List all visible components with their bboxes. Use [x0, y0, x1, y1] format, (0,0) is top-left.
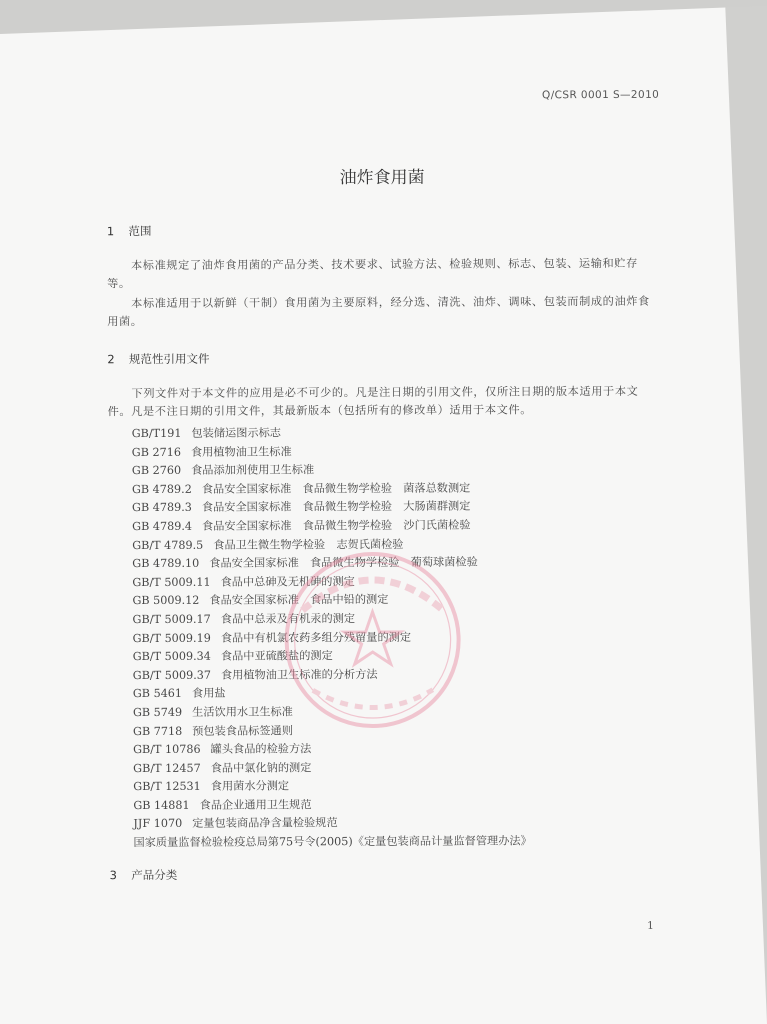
reference-code: GB 2716 — [131, 445, 182, 459]
standard-code: Q/CSR 0001 S—2010 — [542, 88, 660, 102]
reference-item — [132, 461, 530, 481]
section-number: 2 — [107, 352, 115, 367]
reference-item — [132, 442, 530, 462]
scope-paragraph-2: 本标准适用于以新鲜（干制）食用菌为主要原料，经分选、清洗、油炸、调味、包装而制成的油炸食用菌。 — [107, 294, 650, 329]
reference-name: 食品添加剂使用卫生标准 — [191, 463, 315, 478]
reference-code: GB/T 4789.5 — [132, 538, 204, 552]
reference-name: 定量包装商品净含量检验规范 — [192, 816, 338, 831]
page-number: 1 — [647, 919, 654, 932]
reference-item — [133, 758, 531, 778]
reference-item — [132, 479, 530, 499]
reference-name: 食品中有机氯农药多组分残留量的测定 — [220, 630, 412, 645]
reference-code: GB 4789.10 — [132, 556, 200, 571]
reference-name: 食品安全国家标准 食品微生物学检验 大肠菌群测定 — [201, 499, 471, 515]
section-title: 产品分类 — [131, 867, 178, 883]
reference-code: JJF 1070 — [133, 817, 183, 831]
section-title: 范围 — [128, 223, 152, 239]
reference-code: GB/T191 — [131, 426, 182, 441]
reference-name: 生活饮用水卫生标准 — [192, 705, 293, 719]
reference-name: 食品安全国家标准 食品中铅的测定 — [209, 593, 389, 608]
reference-name: 食用盐 — [192, 686, 226, 701]
section-number: 3 — [109, 868, 117, 883]
reference-item — [133, 832, 531, 852]
reference-name: 食用植物油卫生标准 — [190, 444, 292, 459]
reference-name: 罐头食品的检验方法 — [210, 742, 312, 756]
section-1-heading — [107, 223, 152, 239]
reference-code: GB 4789.2 — [131, 482, 192, 496]
reference-name: 食品卫生微生物学检验 志贺氏菌检验 — [213, 537, 404, 552]
reference-code: GB/T 10786 — [133, 742, 201, 757]
scope-paragraph-1: 本标准规定了油炸食用菌的产品分类、技术要求、试验方法、检验规则、标志、包装、运输和贮存等。 — [107, 256, 638, 291]
reference-name: 食品中总砷及无机砷的测定 — [220, 574, 355, 589]
reference-item — [133, 795, 531, 815]
reference-code: GB/T 12531 — [133, 780, 201, 794]
reference-name: 食品企业通用卫生规范 — [199, 798, 312, 812]
reference-code: GB/T 5009.11 — [132, 575, 211, 589]
section-3-heading — [110, 867, 178, 883]
reference-name: 食品安全国家标准 食品微生物学检验 葡萄球菌检验 — [209, 555, 478, 570]
reference-code: GB 7718 — [132, 724, 183, 738]
reference-item — [132, 516, 530, 536]
reference-code: GB/T 12457 — [133, 761, 201, 775]
reference-code: GB/T 5009.19 — [132, 631, 211, 645]
reference-code: GB 14881 — [133, 798, 190, 812]
reference-item — [133, 777, 531, 797]
reference-name: 食品安全国家标准 食品微生物学检验 菌落总数测定 — [201, 481, 471, 496]
reference-code: GB 4789.3 — [132, 501, 192, 515]
section-title: 规范性引用文件 — [129, 351, 210, 367]
reference-item — [133, 814, 531, 834]
reference-name: 食品中总汞及有机汞的测定 — [220, 612, 356, 626]
reference-item — [133, 739, 531, 759]
red-seal-stamp — [272, 540, 473, 741]
reference-item — [132, 498, 530, 518]
reference-code: GB 5461 — [132, 687, 183, 701]
normative-intro: 下列文件对于本文件的应用是必不可少的。凡是注日期的引用文件，仅所注日期的版本适用于本文件。凡是不注日期的引用文件，其最新版本（包括所有的修改单）适用于本文件。 — [107, 384, 639, 419]
section-2-heading — [107, 351, 209, 367]
reference-name: 国家质量监督检验检疫总局第75号令(2005)《定量包装商品计量监督管理办法》 — [133, 834, 532, 850]
reference-code: GB 4789.4 — [132, 519, 193, 534]
reference-code: GB/T 5009.34 — [132, 649, 211, 664]
reference-code: GB/T 5009.17 — [132, 612, 211, 627]
reference-name: 预包装食品标签通则 — [192, 723, 293, 738]
document-title: 油炸食用菌 — [339, 167, 425, 189]
reference-name: 食用菌水分测定 — [210, 779, 290, 794]
reference-code: GB 5009.12 — [132, 594, 200, 608]
reference-code: GB 5749 — [132, 705, 183, 719]
reference-item — [132, 423, 530, 443]
reference-name: 食用植物油卫生标准的分析方法 — [220, 667, 378, 682]
section-number: 1 — [106, 224, 115, 239]
reference-name: 食品中氯化钠的测定 — [210, 760, 312, 775]
reference-name: 包装储运图示标志 — [191, 426, 282, 440]
reference-code: GB 2760 — [131, 464, 182, 478]
reference-name: 食品安全国家标准 食品微生物学检验 沙门氏菌检验 — [201, 518, 471, 533]
reference-code: GB/T 5009.37 — [132, 668, 212, 682]
reference-name: 食品中亚硫酸盐的测定 — [220, 649, 333, 663]
